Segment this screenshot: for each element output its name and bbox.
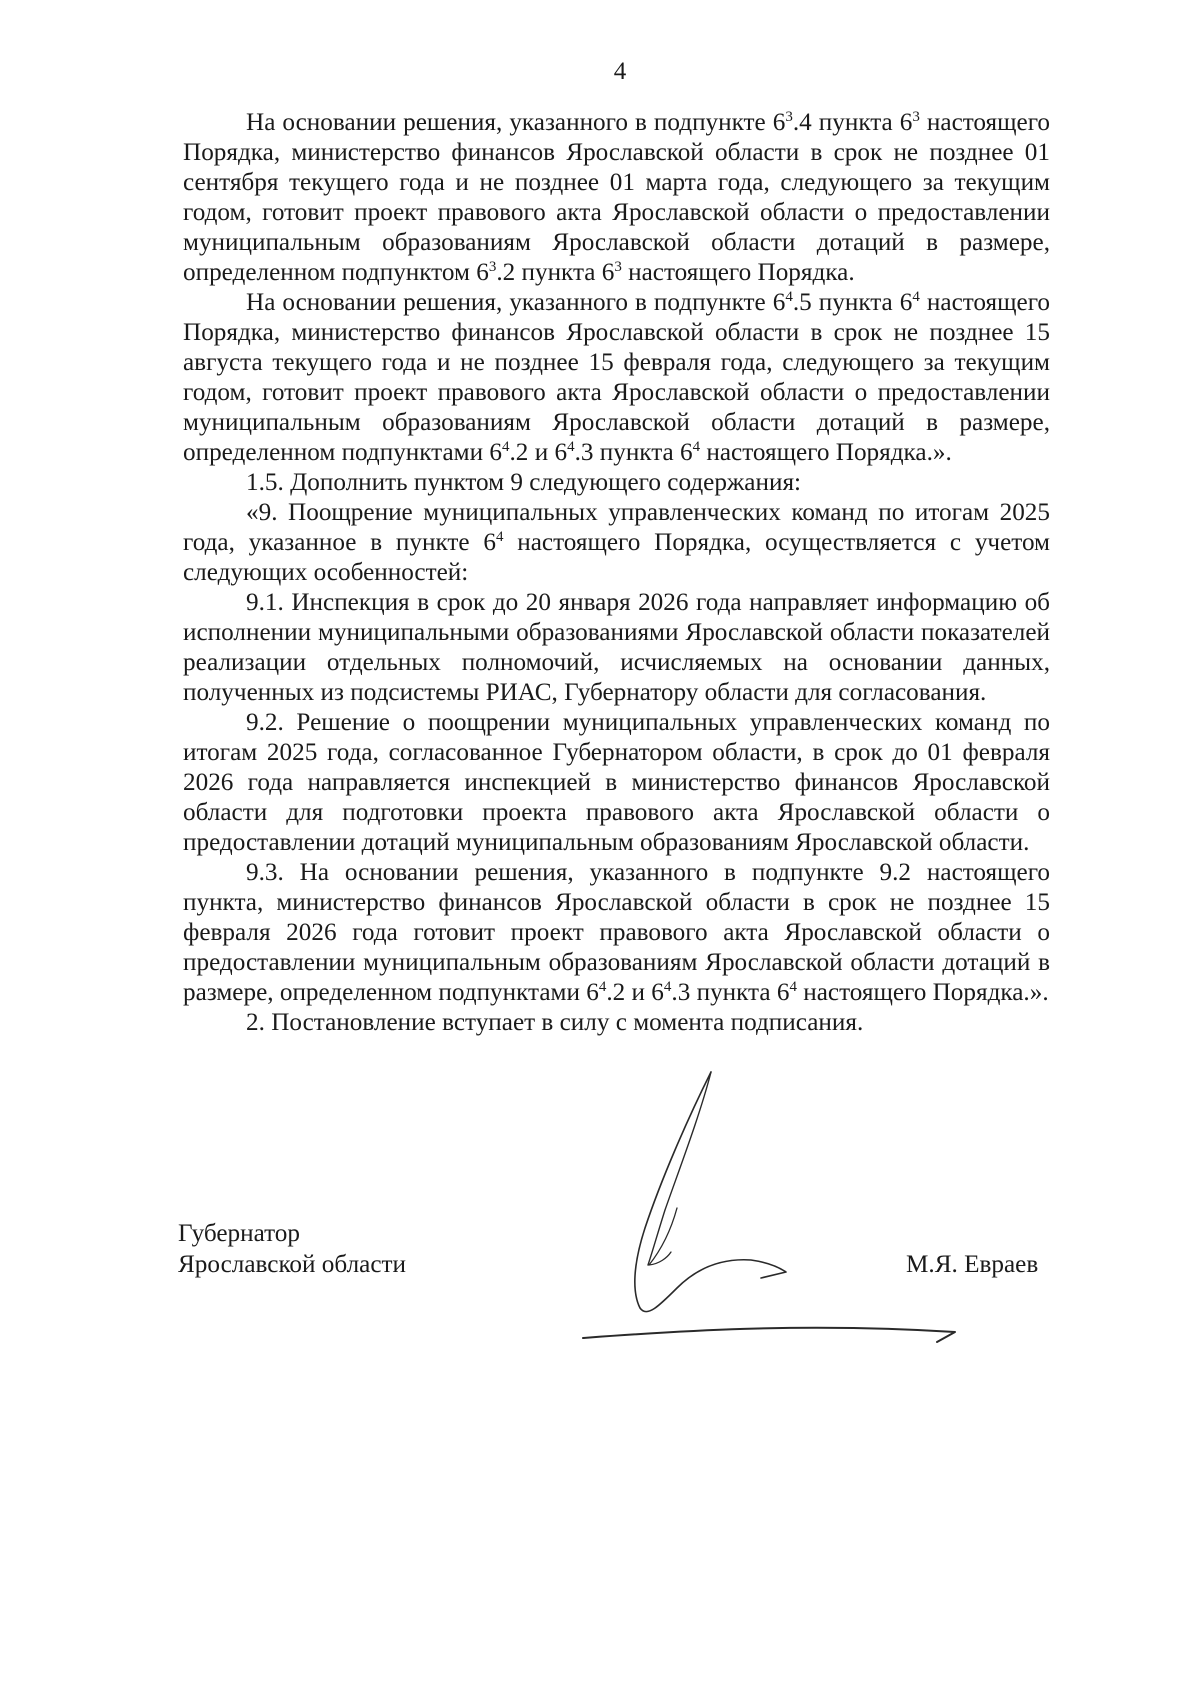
signer-name: М.Я. Евраев xyxy=(906,1251,1039,1278)
signer-position-line-2: Ярославской области xyxy=(178,1251,406,1278)
paragraph-3: 1.5. Дополнить пунктом 9 следующего содержания: xyxy=(246,469,802,496)
paragraph-5: 9.1. Инспекция в срок до 20 января 2026 года направляет информацию об исполнении муниципальными образованиями Ярославской области показателей реализации отдельных полномочий, исчисляемых на основании данных, полученных из подсистемы РИАС, Губернатору области для согласования. xyxy=(183,589,1050,706)
handwritten-signature xyxy=(575,1060,970,1360)
document-body xyxy=(183,108,1050,1038)
paragraph-4: «9. Поощрение муниципальных управленческих команд по итогам 2025 года, указанное в пункте $6^4$ настоящего Порядка, осуществляется с учетом следующих особенностей: xyxy=(183,499,1050,586)
signature-loop-stroke xyxy=(648,1072,711,1265)
page-number: 4 xyxy=(613,58,627,85)
signer-position-line-1: Губернатор xyxy=(178,1220,300,1247)
paragraph-7: 9.3. На основании решения, указанного в подпункте 9.2 настоящего пункта, министерство финансов Ярославской области в срок не позднее 15 февраля 2026 года готовит проект правового акта Ярославской области о предоставлении муниципальным образованиям Ярославской области дотаций в размере, определенном подпунктами $6^4.2$ и $6^4.3$ пункта $6^4$ настоящего Порядка.». xyxy=(183,859,1050,1006)
paragraph-6: 9.2. Решение о поощрении муниципальных управленческих команд по итогам 2025 года, согласованное Губернатором области, в срок до 01 февраля 2026 года направляется инспекцией в министерство финансов Ярославской области для подготовки проекта правового акта Ярославской области о предоставлении дотаций муниципальным образованиям Ярославской области. xyxy=(183,709,1050,856)
signature-underline xyxy=(583,1328,955,1342)
signer-position xyxy=(178,1218,406,1280)
signature-main-stroke xyxy=(635,1072,786,1312)
paragraph-2: На основании решения, указанного в подпункте $6^4.5$ пункта $6^4$ настоящего Порядка, министерство финансов Ярославской области в срок не позднее 15 августа текущего года и не позднее 15 февраля года, следующего за текущим годом, готовит проект правового акта Ярославской области о предоставлении муниципальным образованиям Ярославской области дотаций в размере, определенном подпунктами $6^4.2$ и $6^4.3$ пункта $6^4$ настоящего Порядка.». xyxy=(183,289,1050,466)
paragraph-1: На основании решения, указанного в подпункте $6^3.4$ пункта $6^3$ настоящего Порядка, министерство финансов Ярославской области в срок не позднее 01 сентября текущего года и не позднее 01 марта года, следующего за текущим годом, готовит проект правового акта Ярославской области о предоставлении муниципальным образованиям Ярославской области дотаций в размере, определенном подпунктом $6^3.2$ пункта $6^3$ настоящего Порядка. xyxy=(183,109,1050,286)
paragraph-8: 2. Постановление вступает в силу с момента подписания. xyxy=(246,1009,864,1036)
